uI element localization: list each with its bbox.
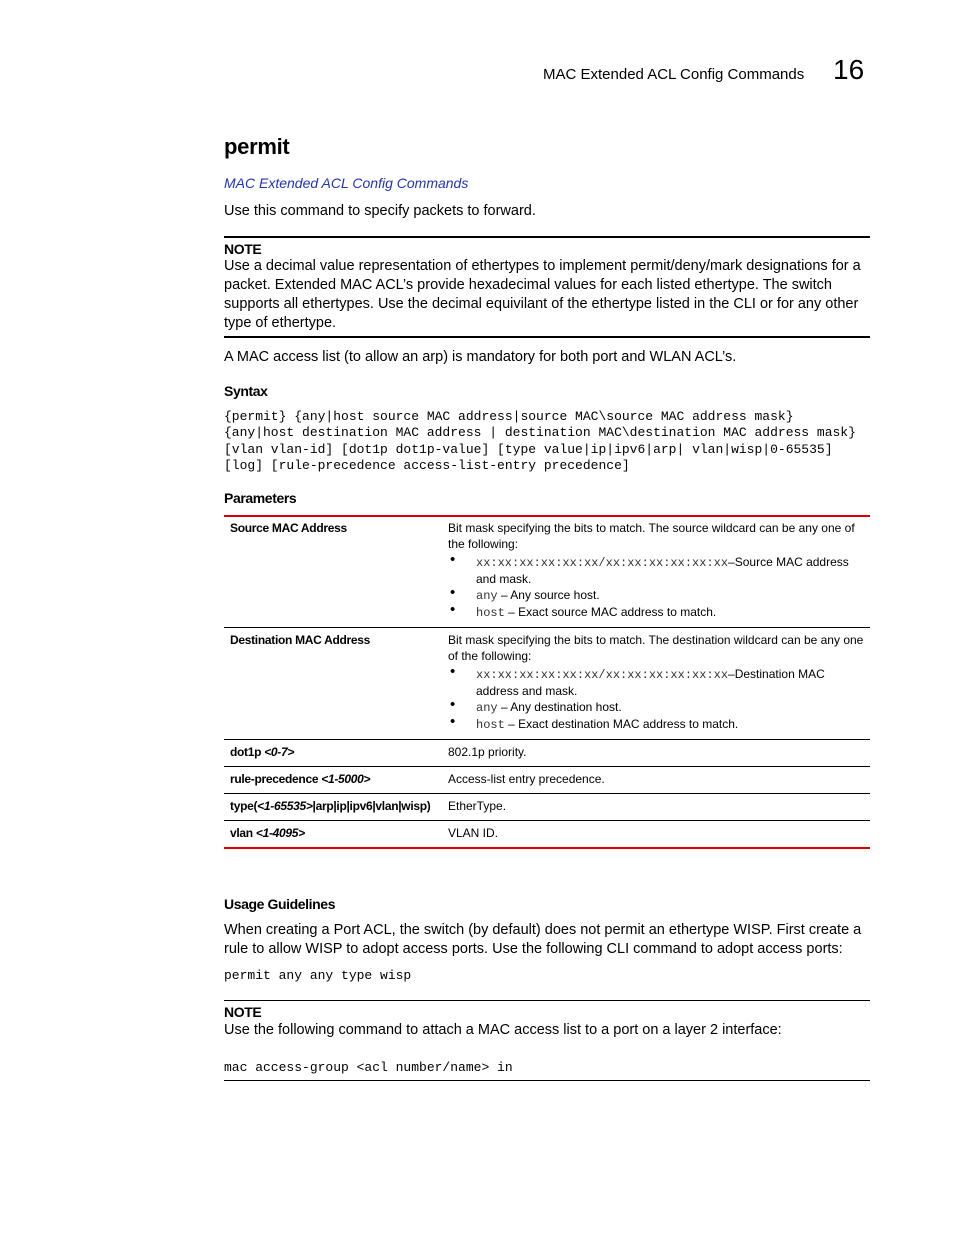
table-row [224, 767, 870, 794]
parameters-table [224, 516, 870, 849]
param-desc: VLAN ID. [448, 826, 499, 840]
param-range: <1-4095> [255, 826, 305, 840]
usage-code: permit any any type wisp [224, 968, 412, 983]
option-code: host [476, 718, 505, 732]
usage-heading: Usage Guidelines [224, 896, 336, 912]
list-item [448, 554, 864, 587]
syntax-line: [vlan vlan-id] [dot1p dot1p-value] [type value|ip|ipv6|arp| vlan|wisp|0-65535] [224, 441, 833, 457]
running-header-title: MAC Extended ACL Config Commands [543, 66, 805, 83]
list-item [448, 587, 864, 604]
mac-requirement-text: A MAC access list (to allow an arp) is mandatory for both port and WLAN ACL’s. [224, 349, 737, 365]
param-desc-text: Bit mask specifying the bits to match. The source wildcard can be any one of the following: [448, 521, 855, 551]
note2-label: NOTE [224, 1004, 262, 1020]
note2-top-rule [224, 1000, 870, 1001]
param-range: <1-65535> [257, 799, 313, 813]
table-row [224, 628, 870, 740]
option-code: any [476, 589, 498, 603]
table-row [224, 821, 870, 849]
param-desc [442, 516, 870, 628]
param-desc: Access-list entry precedence. [448, 772, 605, 786]
page-title: permit [224, 134, 290, 159]
option-code: xx:xx:xx:xx:xx:xx/xx:xx:xx:xx:xx:xx [476, 668, 729, 682]
option-text: – Exact destination MAC address to match. [504, 717, 739, 731]
param-name: Source MAC Address [230, 521, 347, 535]
option-text: –Source MAC address and mask. [476, 555, 849, 586]
param-name [224, 767, 442, 794]
intro-text: Use this command to specify packets to forward. [224, 203, 536, 219]
option-text: – Any source host. [497, 588, 600, 602]
note-top-rule [224, 236, 870, 238]
option-code: any [476, 701, 498, 715]
chapter-number: 16 [833, 54, 865, 85]
usage-text: When creating a Port ACL, the switch (by default) does not permit an ethertype WISP. First create a rule to allow WISP to adopt access ports. Use the following CLI command to adopt access ports: [224, 922, 862, 957]
list-item [448, 699, 864, 716]
syntax-line: [log] [rule-precedence access-list-entry precedence] [224, 457, 630, 473]
table-row [224, 794, 870, 821]
table-row [224, 740, 870, 767]
list-item [448, 604, 864, 621]
param-desc-text: Bit mask specifying the bits to match. The destination wildcard can be any one of the following: [448, 633, 864, 663]
param-name-prefix: vlan [230, 826, 256, 840]
param-name-prefix: dot1p [230, 745, 265, 759]
param-desc: 802.1p priority. [448, 745, 527, 759]
table-row [224, 516, 870, 628]
param-desc [442, 628, 870, 740]
note-label: NOTE [224, 241, 262, 257]
parameters-heading: Parameters [224, 490, 297, 506]
param-name: Destination MAC Address [230, 633, 371, 647]
list-item [448, 716, 864, 733]
option-code: host [476, 606, 505, 620]
option-text: – Any destination host. [497, 700, 622, 714]
note2-code: mac access-group <acl number/name> in [224, 1060, 513, 1075]
syntax-line: {any|host destination MAC address | destination MAC\destination MAC address mask} [224, 425, 856, 441]
option-text: –Destination MAC address and mask. [476, 667, 825, 698]
list-item [448, 666, 864, 699]
note-bottom-rule [224, 336, 870, 338]
syntax-heading: Syntax [224, 383, 268, 399]
breadcrumb-link[interactable]: MAC Extended ACL Config Commands [224, 175, 469, 191]
option-text: – Exact source MAC address to match. [504, 605, 717, 619]
syntax-code [224, 409, 856, 474]
param-range: <1-5000> [321, 772, 371, 786]
param-range: <0-7> [264, 745, 295, 759]
param-desc: EtherType. [448, 799, 507, 813]
note-text: Use a decimal value representation of ethertypes to implement permit/deny/mark designations for a packet. Extended MAC ACL’s provide hexadecimal values for each listed ethertype. The switch supports all ethertypes. Use the decimal equivilant of the ethertype listed in the CLI or for any other type of ethertype. [224, 258, 861, 331]
option-code: xx:xx:xx:xx:xx:xx/xx:xx:xx:xx:xx:xx [476, 556, 729, 570]
note2-text: Use the following command to attach a MAC access list to a port on a layer 2 interface: [224, 1022, 782, 1038]
note2-bottom-rule [224, 1080, 870, 1081]
param-name-suffix: |arp|ip|ipv6|vlan|wisp) [312, 799, 431, 813]
param-name [224, 740, 442, 767]
param-options [448, 666, 864, 733]
syntax-line: {permit} {any|host source MAC address|source MAC\source MAC address mask} [224, 409, 794, 424]
param-name-prefix: rule-precedence [230, 772, 322, 786]
param-options [448, 554, 864, 621]
param-name [224, 794, 442, 821]
param-name-prefix: type( [230, 799, 258, 813]
param-name [224, 821, 442, 849]
